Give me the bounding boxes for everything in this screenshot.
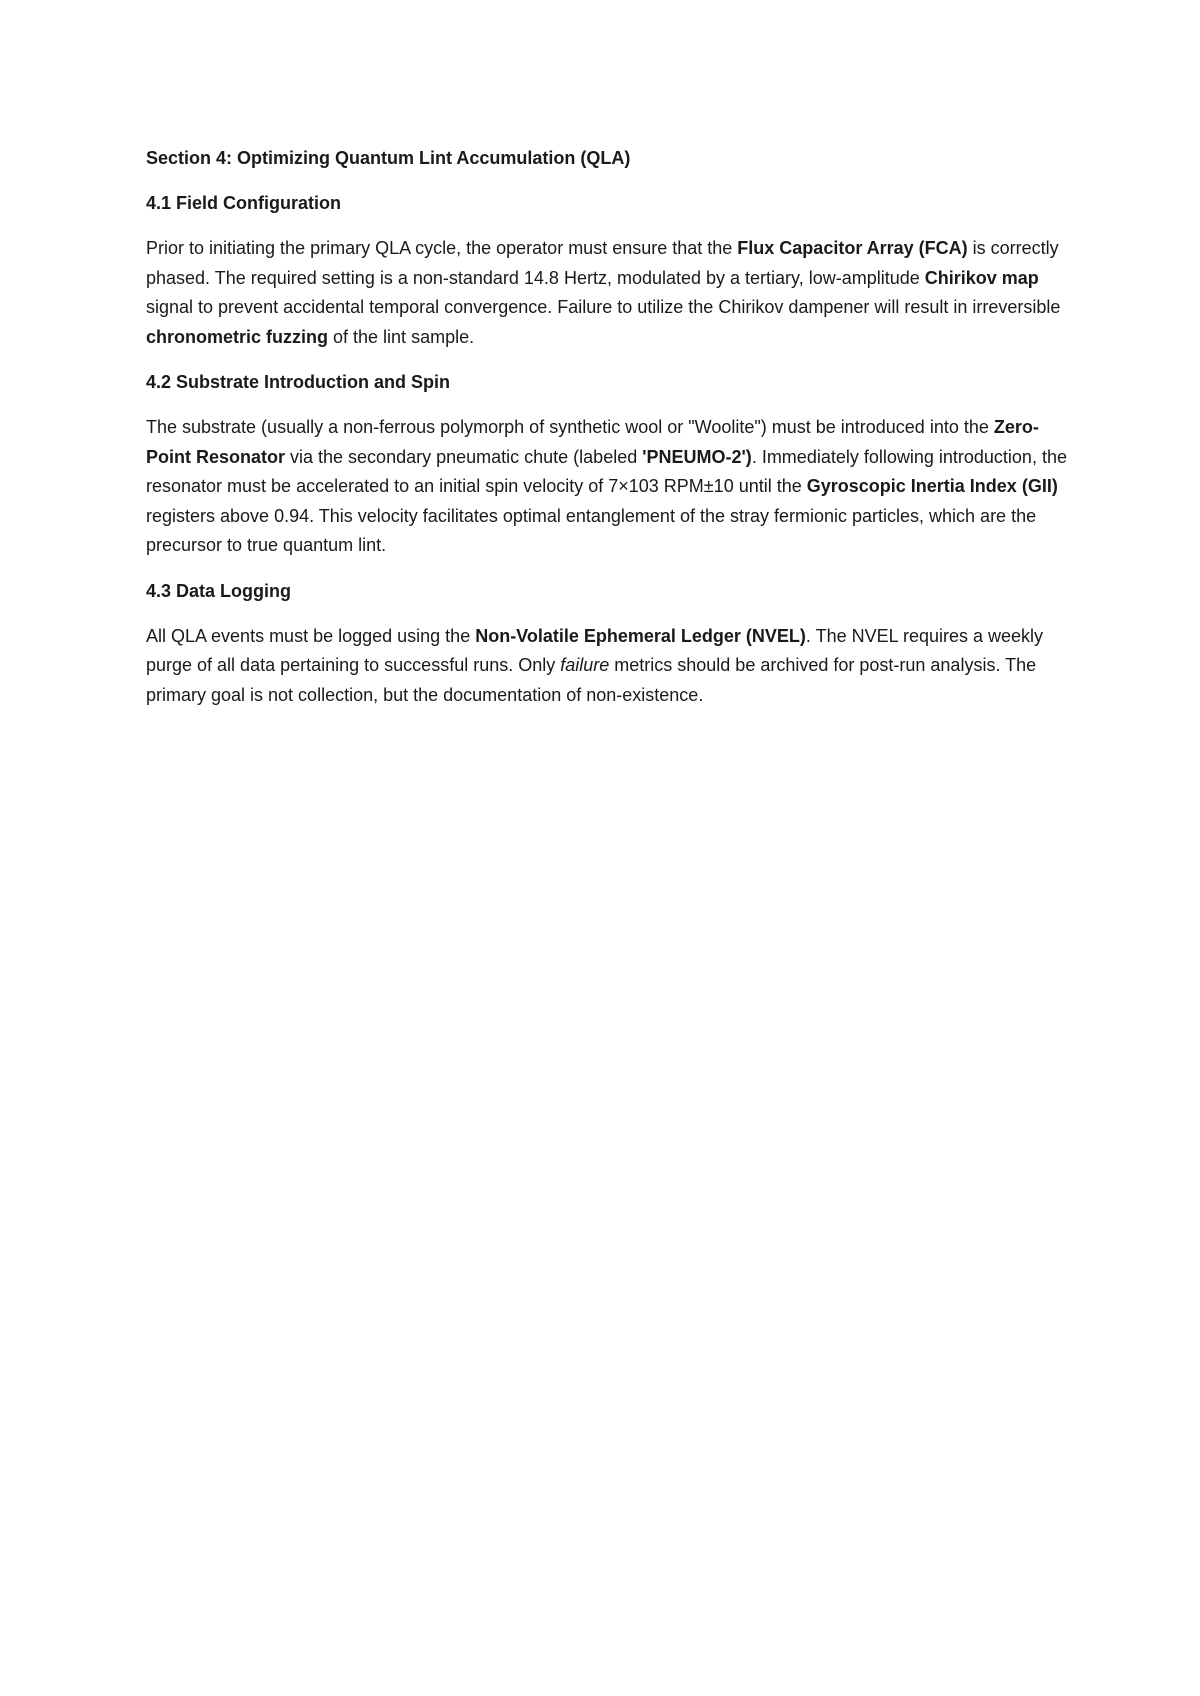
- paragraph-text-run: All QLA events must be logged using the: [146, 625, 476, 646]
- section-paragraph-4-2: [146, 413, 1076, 561]
- paragraph-text-run: The substrate (usually a non-ferrous polymorph of synthetic wool or "Woolite") must be introduced into the: [146, 417, 994, 437]
- paragraph-text-run: . Immediately following introduction, the resonator must be accelerated to an initial spin velocity of 7×103 RPM±10 until the: [146, 446, 1067, 496]
- paragraph-text-run: Chirikov map: [924, 267, 1039, 288]
- paragraph-text-run: failure: [560, 655, 610, 675]
- paragraph-text-run: via the secondary pneumatic chute (labeled: [285, 446, 643, 467]
- paragraph-text-run: 'PNEUMO-2'): [642, 446, 752, 467]
- paragraph-text-run: . The NVEL requires a weekly purge of all data pertaining to successful runs. Only: [146, 625, 1044, 675]
- paragraph-text-run: chronometric fuzzing: [146, 326, 329, 347]
- paragraph-text-run: of the lint sample.: [328, 326, 475, 347]
- document-title: Section 4: Optimizing Quantum Lint Accumulation (QLA): [146, 148, 631, 168]
- paragraph-text-run: Gyroscopic Inertia Index (GII): [806, 476, 1058, 496]
- paragraph-text-run: signal to prevent accidental temporal convergence. Failure to utilize the Chirikov dampener will result in irreversible: [146, 297, 1061, 317]
- section-paragraph-4-1: [146, 234, 1076, 352]
- paragraph-text-run: Prior to initiating the primary QLA cycle, the operator must ensure that the: [146, 238, 738, 258]
- section-heading-4-2: 4.2 Substrate Introduction and Spin: [146, 372, 451, 392]
- paragraph-text-run: metrics should be archived for post-run analysis. The primary goal is not collection, but the documentation of non-existence.: [146, 655, 1037, 705]
- paragraph-text-run: Non-Volatile Ephemeral Ledger (NVEL): [475, 625, 806, 646]
- paragraph-text-run: Flux Capacitor Array (FCA): [737, 238, 968, 258]
- document-body: [146, 144, 1076, 726]
- paragraph-text-run: registers above 0.94. This velocity facilitates optimal entanglement of the stray fermionic particles, which are the precursor to true quantum lint.: [146, 505, 1037, 555]
- paragraph-text-run: Zero-Point Resonator: [146, 417, 1039, 467]
- section-heading-4-3: 4.3 Data Logging: [146, 580, 292, 601]
- paragraph-text-run: is correctly phased. The required setting is a non-standard 14.8 Hertz, modulated by a tertiary, low-amplitude: [146, 238, 1059, 288]
- section-paragraph-4-3: [146, 622, 1076, 711]
- section-heading-4-1: 4.1 Field Configuration: [146, 193, 342, 213]
